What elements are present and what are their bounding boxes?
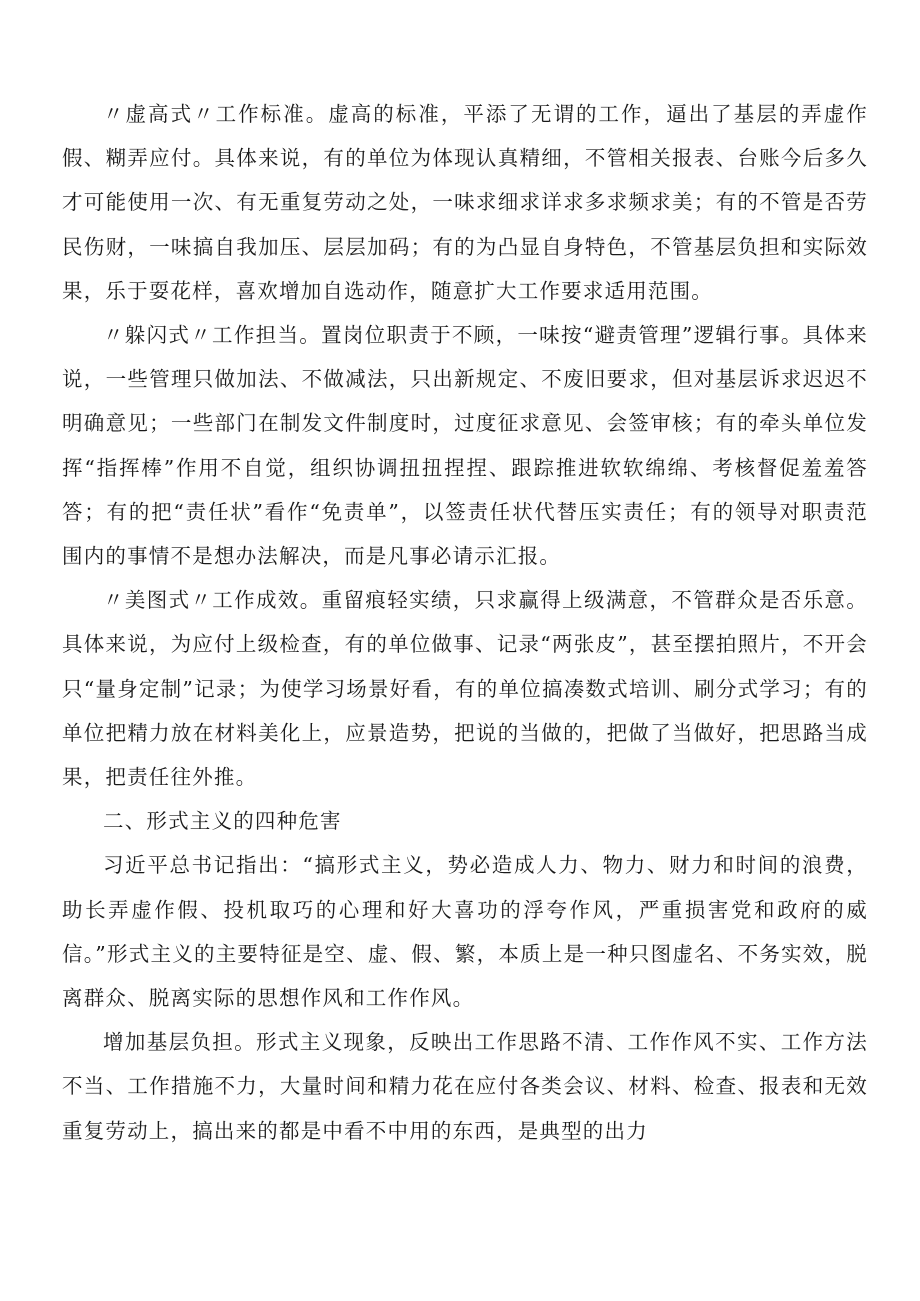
paragraph-quote: 习近平总书记指出：“搞形式主义，势必造成人力、物力、财力和时间的浪费，助长弄虚作假、投机取巧的心理和好大喜功的浮夸作风，严重损害党和政府的威信。”形式主义的主要特征是空、虚、假、繁，本质上是一种只图虚名、不务实效，脱离群众、脱离实际的思想作风和工作作风。 xyxy=(62,853,868,1011)
paragraph-duoshan-responsibility: 〃躲闪式〃工作担当。置岗位职责于不顾，一味按“避责管理”逻辑行事。具体来说，一些管理只做加法、不做减法，只出新规定、不废旧要求，但对基层诉求迟迟不明确意见；一些部门在制发文件制度时，过度征求意见、会签审核；有的牵头单位发挥“指挥棒”作用不自觉，组织协调扭扭捏捏、跟踪推进软软绵绵、考核督促羞羞答答；有的把“责任状”看作“免责单”，以签责任状代替压实责任；有的领导对职责范围内的事情不是想办法解决，而是凡事必请示汇报。 xyxy=(62,323,868,569)
paragraph-burden: 增加基层负担。形式主义现象，反映出工作思路不清、工作作风不实、工作方法不当、工作措施不力，大量时间和精力花在应付各类会议、材料、检查、报表和无效重复劳动上，搞出来的都是中看不中用的东西，是典型的出力 xyxy=(62,1030,868,1143)
section-heading: 二、形式主义的四种危害 xyxy=(103,809,342,834)
paragraph-xugao-standard: 〃虚高式〃工作标准。虚高的标准，平添了无谓的工作，逼出了基层的弄虚作假、糊弄应付。具体来说，有的单位为体现认真精细，不管相关报表、台账今后多久才可能使用一次、有无重复劳动之处，一味求细求详求多求频求美；有的不管是否劳民伤财，一味搞自我加压、层层加码；有的为凸显自身特色，不管基层负担和实际效果，乐于耍花样，喜欢增加自选动作，随意扩大工作要求适用范围。 xyxy=(62,102,868,303)
document-body xyxy=(62,92,868,1153)
paragraph-meitu-results: 〃美图式〃工作成效。重留痕轻实绩，只求赢得上级满意，不管群众是否乐意。具体来说，为应付上级检查，有的单位做事、记录“两张皮”，甚至摆拍照片，不开会只“量身定制”记录；为使学习场景好看，有的单位搞凑数式培训、刷分式学习；有的单位把精力放在材料美化上，应景造势，把说的当做的，把做了当做好，把思路当成果，把责任往外推。 xyxy=(62,588,868,790)
